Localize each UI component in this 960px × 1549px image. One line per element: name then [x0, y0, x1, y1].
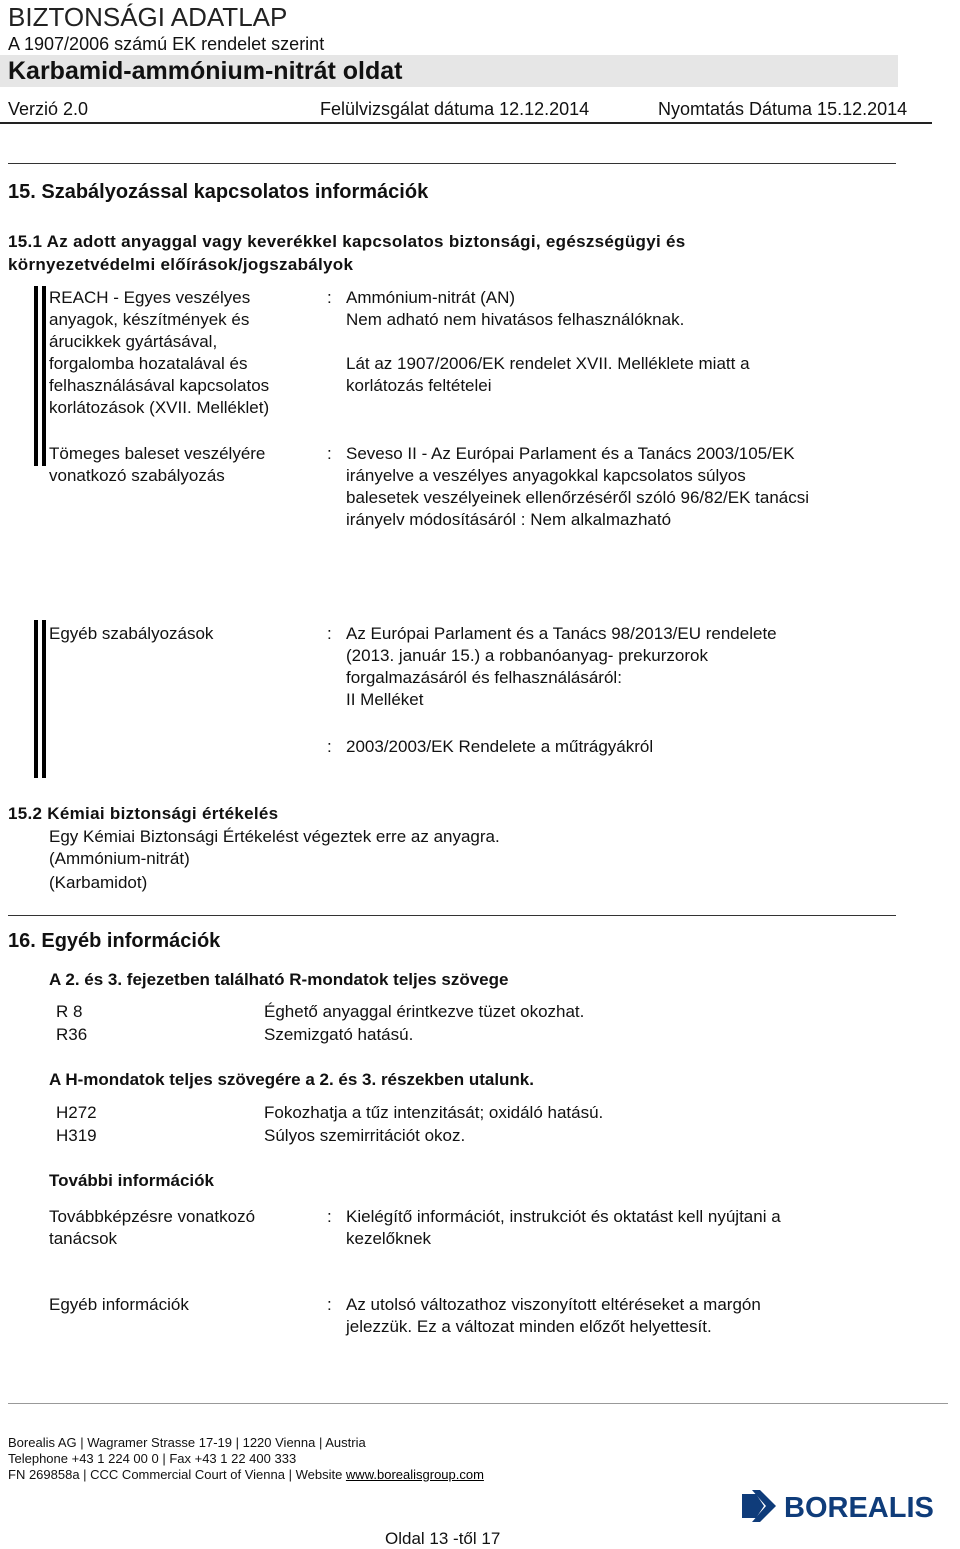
further-info-heading: További információk — [49, 1171, 214, 1190]
other-rules-value-line: Az Európai Parlament és a Tanács 98/2013/EU rendelete — [346, 624, 777, 643]
reach-value-line: Lát az 1907/2006/EK rendelet XVII. Melléklete miatt a — [346, 354, 750, 373]
regulation-line: A 1907/2006 számú EK rendelet szerint — [8, 34, 325, 54]
reach-label-line: forgalomba hozatalával és — [49, 354, 248, 373]
other-rules-label: Egyéb szabályozások — [49, 624, 214, 643]
training-label-line: Továbbképzésre vonatkozó — [49, 1207, 256, 1226]
section-15-1-heading: 15.1 Az adott anyaggal vagy keverékkel kapcsolatos biztonsági, egészségügyi és — [8, 232, 686, 251]
footer-rule — [8, 1403, 948, 1404]
section-16-rule — [8, 915, 896, 916]
header-rule — [0, 122, 932, 124]
r-phrase-code: R36 — [56, 1025, 88, 1044]
training-label — [49, 1206, 255, 1250]
footer-company — [8, 1467, 484, 1483]
borealis-logo — [740, 1486, 954, 1526]
fertilizer-regulation: 2003/2003/EK Rendelete a műtrágyákról — [346, 737, 654, 756]
training-value — [346, 1206, 781, 1250]
h-phrase-code: H319 — [56, 1126, 97, 1145]
footer-address: Borealis AG | Wagramer Strasse 17-19 | 1220 Vienna | Austria — [8, 1435, 366, 1450]
other-rules-value — [346, 623, 777, 711]
colon: : — [327, 737, 332, 756]
other-rules-value-line: II Melléket — [346, 690, 424, 709]
seveso-value-line: balesetek veszélyeinek ellenőrzéséről szóló 96/82/EK tanácsi — [346, 488, 810, 507]
reach-label-line: REACH - Egyes veszélyes — [49, 288, 251, 307]
r-phrase-code: R 8 — [56, 1002, 83, 1021]
section-15-heading: 15. Szabályozással kapcsolatos információk — [8, 181, 429, 203]
colon: : — [327, 444, 332, 463]
print-date: Nyomtatás Dátuma 15.12.2014 — [658, 99, 908, 119]
r-phrase-text: Szemizgató hatású. — [264, 1025, 414, 1044]
h-phrase-text: Fokozhatja a tűz intenzitását; oxidáló hatású. — [264, 1103, 604, 1122]
seveso-value-line: irányelve a veszélyes anyagokkal kapcsolatos súlyos — [346, 466, 746, 485]
r-phrases-heading: A 2. és 3. fejezetben található R-mondatok teljes szövege — [49, 970, 509, 989]
other-info-value — [346, 1294, 761, 1338]
change-bar — [42, 286, 46, 466]
change-bar — [34, 620, 38, 778]
training-label-line: tanácsok — [49, 1229, 118, 1248]
other-info-label: Egyéb információk — [49, 1295, 189, 1314]
reach-label-line: korlátozások (XVII. Melléklet) — [49, 398, 270, 417]
reach-value-line: korlátozás feltételei — [346, 376, 492, 395]
other-info-value-line: jelezzük. Ez a változat minden előzőt helyettesít. — [346, 1317, 712, 1336]
seveso-value-line: Seveso II - Az Európai Parlament és a Tanács 2003/105/EK — [346, 444, 795, 463]
borealis-logo-icon — [740, 1486, 954, 1526]
training-value-line: Kielégítő információt, instrukciót és oktatást kell nyújtani a — [346, 1207, 781, 1226]
h-phrase-code: H272 — [56, 1103, 97, 1122]
reach-label — [49, 287, 269, 419]
h-phrase-text: Súlyos szemirritációt okoz. — [264, 1126, 466, 1145]
seveso-label-line: vonatkozó szabályozás — [49, 466, 225, 485]
reach-value — [346, 287, 750, 397]
assessment-line: (Karbamidot) — [49, 873, 148, 892]
section-15-2-heading: 15.2 Kémiai biztonsági értékelés — [8, 804, 279, 823]
document-title: BIZTONSÁGI ADATLAP — [8, 2, 288, 32]
logo-text: BOREALIS — [784, 1492, 934, 1524]
reach-value-line: Nem adható nem hivatásos felhasználóknak. — [346, 310, 685, 329]
seveso-label-line: Tömeges baleset veszélyére — [49, 444, 266, 463]
section-16-heading: 16. Egyéb információk — [8, 930, 221, 952]
reach-value-line: Ammónium-nitrát (AN) — [346, 288, 516, 307]
reach-label-line: anyagok, készítmények és — [49, 310, 250, 329]
r-phrase-text: Éghető anyaggal érintkezve tüzet okozhat. — [264, 1002, 585, 1021]
section-15-rule — [8, 163, 896, 164]
section-15-1-heading-cont: környezetvédelmi előírások/jogszabályok — [8, 255, 354, 274]
colon: : — [327, 1207, 332, 1226]
colon: : — [327, 288, 332, 307]
change-bar — [34, 286, 38, 466]
colon: : — [327, 624, 332, 643]
footer-phone: Telephone +43 1 224 00 0 | Fax +43 1 22 400 333 — [8, 1451, 297, 1466]
colon: : — [327, 1295, 332, 1314]
other-rules-value-line: (2013. január 15.) a robbanóanyag- prekurzorok — [346, 646, 708, 665]
assessment-line: Egy Kémiai Biztonsági Értékelést végeztek erre az anyagra. — [49, 827, 500, 846]
other-info-value-line: Az utolsó változathoz viszonyított eltéréseket a margón — [346, 1295, 761, 1314]
h-phrases-heading: A H-mondatok teljes szövegére a 2. és 3. részekben utalunk. — [49, 1070, 534, 1089]
change-bar — [42, 620, 46, 778]
footer-company-text: FN 269858a | CCC Commercial Court of Vienna | Website — [8, 1467, 346, 1482]
assessment-line: (Ammónium-nitrát) — [49, 849, 190, 868]
version: Verzió 2.0 — [8, 99, 89, 119]
reach-label-line: árucikkek gyártásával, — [49, 332, 218, 351]
website-link[interactable]: www.borealisgroup.com — [345, 1467, 484, 1482]
seveso-label — [49, 443, 265, 487]
seveso-value — [346, 443, 809, 531]
revision-date: Felülvizsgálat dátuma 12.12.2014 — [320, 99, 590, 119]
training-value-line: kezelőknek — [346, 1229, 432, 1248]
page-number: Oldal 13 -től 17 — [385, 1529, 501, 1548]
product-name: Karbamid-ammónium-nitrát oldat — [8, 57, 403, 85]
reach-label-line: felhasználásával kapcsolatos — [49, 376, 270, 395]
section-15-2-body — [49, 826, 500, 894]
seveso-value-line: irányelv módosításáról : Nem alkalmazható — [346, 510, 672, 529]
other-rules-value-line: forgalmazásáról és felhasználásáról: — [346, 668, 622, 687]
